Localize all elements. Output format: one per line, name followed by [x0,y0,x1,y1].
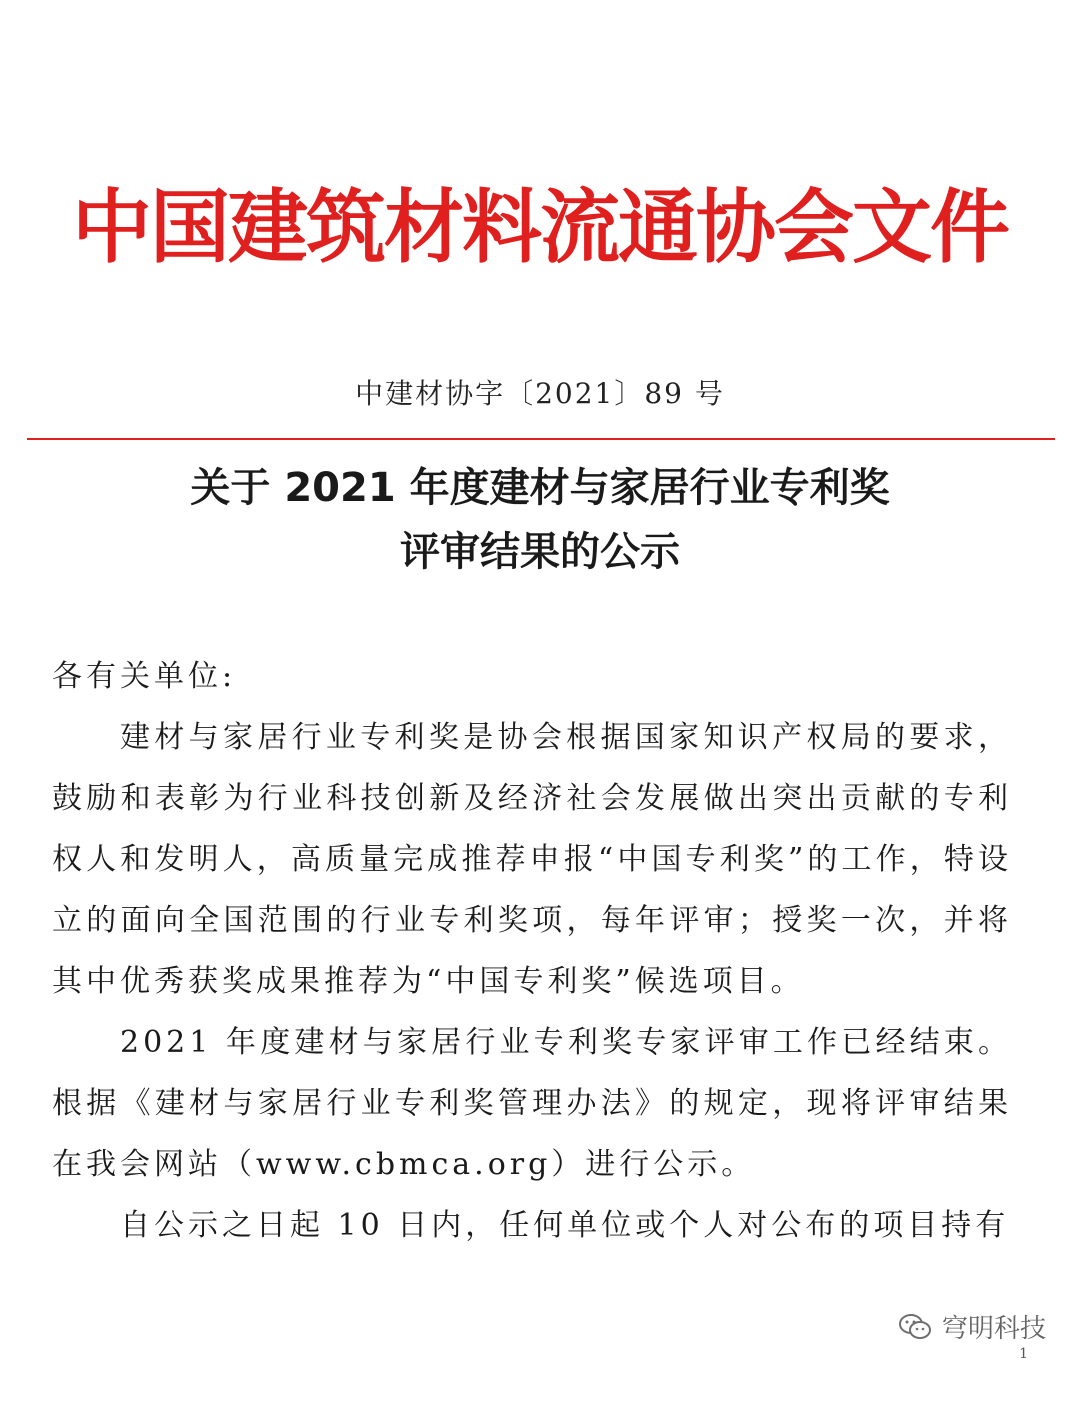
watermark-label: 穹明科技 [941,1314,1046,1344]
page-number: 1 [1019,1346,1028,1362]
watermark [898,1308,1046,1345]
paragraph-1: 建材与家居行业专利奖是协会根据国家知识产权局的要求，鼓励和表彰为行业科技创新及经济社会发展做出突出贡献的专利权人和发明人，高质量完成推荐申报“中国专利奖”的工作，特设立的面向全国范围的行业专利奖项，每年评审；授奖一次，并将其中优秀获奖成果推荐为“中国专利奖”候选项目。 [52,720,1012,999]
red-divider [27,438,1055,440]
subject-title [0,456,1080,584]
salutation: 各有关单位: [52,659,237,694]
subject-line-2: 评审结果的公示 [400,529,680,575]
header-title: 中国建筑材料流通协会文件 [72,181,1008,274]
doc-number: 中建材协字〔2021〕89 号 [355,377,725,410]
subject-line-1: 关于 2021 年度建材与家居行业专利奖 [190,465,890,511]
paragraph-3: 自公示之日起 10 日内，任何单位或个人对公布的项目持有 [120,1208,1010,1243]
wechat-icon [898,1312,932,1342]
paragraph-2: 2021 年度建材与家居行业专利奖专家评审工作已经结束。根据《建材与家居行业专利奖管理办法》的规定，现将评审结果在我会网站（www.cbmca.org）进行公示。 [52,1025,1012,1182]
body-text [52,646,1012,1256]
